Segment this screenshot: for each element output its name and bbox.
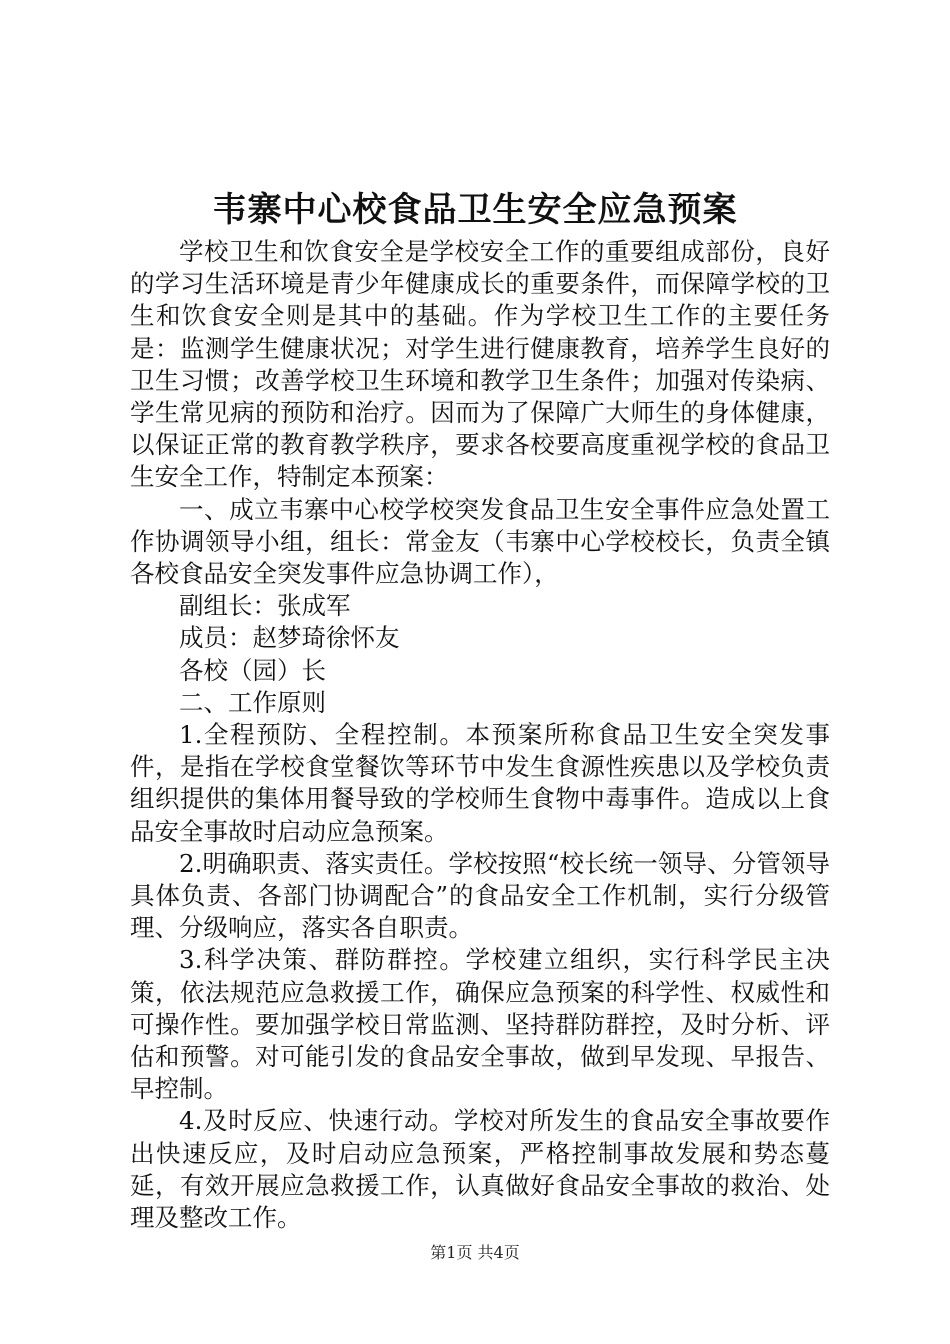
members-line: 成员：赵梦琦徐怀友 — [179, 623, 400, 653]
deputy-leader-line: 副组长：张成军 — [179, 591, 351, 621]
intro-paragraph: 学校卫生和饮食安全是学校安全工作的重要组成部份，良好的学习生活环境是青少年健康成长的重要条件，而保障学校的卫生和饮食安全则是其中的基础。作为学校卫生工作的主要任务是：监测学生健康状况；对学生进行健康教育，培养学生良好的卫生习惯；改善学校卫生环境和教学卫生条件；加强对传染病、学生常见病的预防和治疗。因而为了保障广大师生的身体健康，以保证正常的教育教学秩序，要求各校要高度重视学校的食品卫生安全工作，特制定本预案： — [130, 237, 830, 492]
document-title: 韦寨中心校食品卫生安全应急预案 — [212, 190, 738, 230]
page-number-footer: 第1页 共4页 — [430, 1243, 520, 1262]
section-one-paragraph: 一、成立韦寨中心校学校突发食品卫生安全事件应急处置工作协调领导小组，组长：常金友（韦寨中心学校校长，负责全镇各校食品安全突发事件应急协调工作）， — [130, 494, 830, 589]
section-two-heading: 二、工作原则 — [179, 687, 326, 717]
principle-3-paragraph: 3.科学决策、群防群控。学校建立组织，实行科学民主决策，依法规范应急救援工作，确保应急预案的科学性、权威性和可操作性。要加强学校日常监测、坚持群防群控，及时分析、评估和预警。对可能引发的食品安全事故，做到早发现、早报告、早控制。 — [130, 945, 830, 1104]
principle-2-paragraph: 2.明确职责、落实责任。学校按照“校长统一领导、分管领导具体负责、各部门协调配合”的食品安全工作机制，实行分级管理、分级响应，落实各自职责。 — [130, 848, 830, 943]
document-body — [130, 236, 830, 1234]
principle-4-paragraph: 4.及时反应、快速行动。学校对所发生的食品安全事故要作出快速反应，及时启动应急预案，严格控制事故发展和势态蔓延，有效开展应急救援工作，认真做好食品安全事故的救治、处理及整改工作。 — [130, 1106, 830, 1233]
principle-1-paragraph: 1.全程预防、全程控制。本预案所称食品卫生安全突发事件，是指在学校食堂餐饮等环节中发生食源性疾患以及学校负责组织提供的集体用餐导致的学校师生食物中毒事件。造成以上食品安全事故时启动应急预案。 — [130, 720, 830, 846]
principals-line: 各校（园）长 — [179, 655, 326, 685]
